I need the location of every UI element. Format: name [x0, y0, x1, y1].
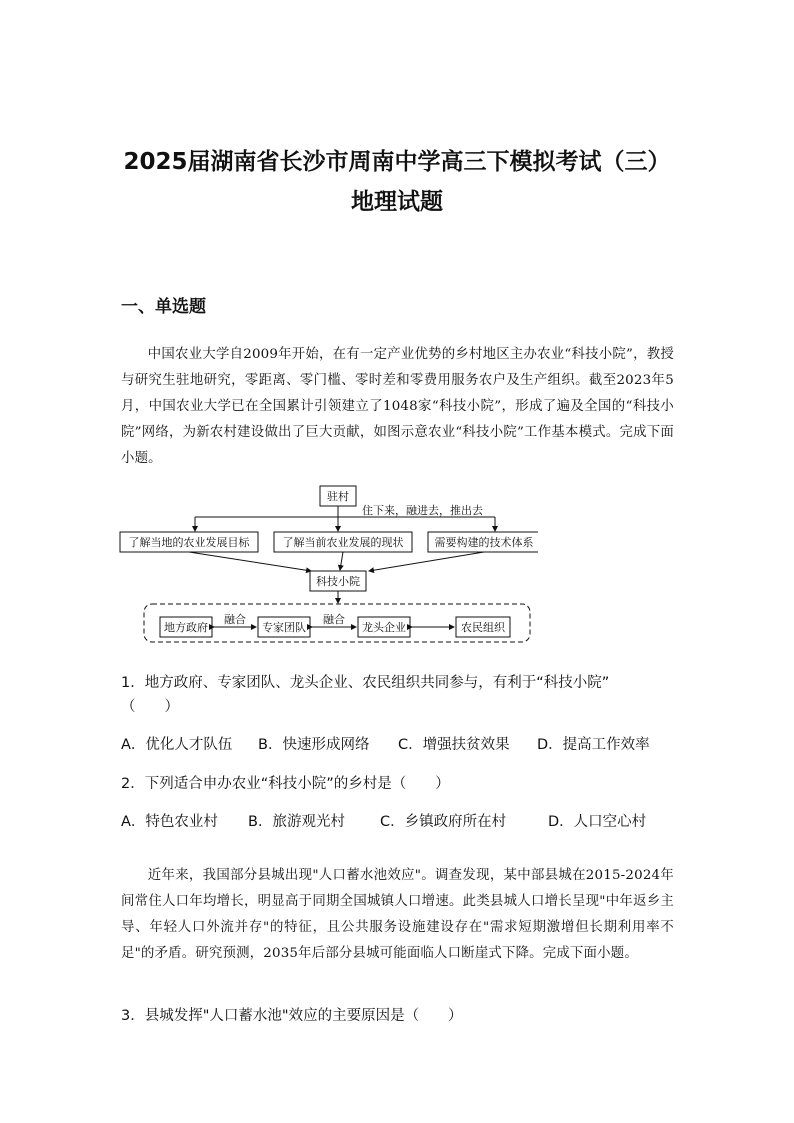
diagram-label-status: 了解当前农业发展的现状 — [282, 536, 404, 549]
diagram-label-tech: 需要构建的技术体系 — [434, 536, 534, 549]
section-heading: 一、单选题 — [121, 297, 206, 317]
question-3-stem: 3．县城发挥"人口蓄水池"效应的主要原因是（ ） — [121, 1008, 463, 1024]
diagram-label-goal: 了解当地的农业发展目标 — [128, 536, 250, 549]
diagram-label-center: 科技小院 — [316, 575, 360, 588]
passage-1: 中国农业大学自2009年开始，在有一定产业优势的乡村地区主办农业“科技小院”，教授与研究生驻地研究，零距离、零门槛、零时差和零费用服务农户及生产组织。截至2023年5月，中国农业大学已在全国累计引领建立了1048家“科技小院”，形成了遍及全国的“科技小院”网络，为新农村建设做出了巨大贡献，如图示意农业“科技小院”工作基本模式。完成下面小题。 — [121, 347, 674, 466]
diagram-label-expert: 专家团队 — [262, 621, 306, 634]
diagram-arrow — [189, 552, 311, 571]
question-1-blank: （ ） — [121, 699, 179, 715]
q1-option-b[interactable]: B．快速形成网络 — [258, 737, 370, 753]
page-subtitle: 地理试题 — [351, 189, 443, 215]
diagram-label-merge-2: 融合 — [323, 613, 345, 626]
q2-option-c[interactable]: C．乡镇政府所在村 — [380, 814, 507, 830]
q2-option-b[interactable]: B．旅游观光村 — [248, 814, 345, 830]
page-title: 2025届湖南省长沙市周南中学高三下模拟考试（三） — [123, 149, 671, 175]
q1-option-a[interactable]: A．优化人才队伍 — [121, 737, 233, 753]
diagram-label-zhucun: 驻村 — [327, 490, 349, 503]
diagram-label-merge-1: 融合 — [224, 613, 246, 626]
passage-2: 近年来，我国部分县城出现"人口蓄水池效应"。调查发现，某中部县城在2015-2024年间常住人口年均增长，明显高于同期全国城镇人口增速。此类县城人口增长呈现"中年返乡主导、年轻人口外流并存"的特征，且公共服务设施建设存在"需求短期激增但长期利用率不足"的矛盾。研究预测，2035年后部分县城可能面临人口断崖式下降。完成下面小题。 — [121, 868, 674, 961]
question-1-stem: 1．地方政府、专家团队、龙头企业、农民组织共同参与，有利于“科技小院” — [121, 675, 610, 691]
diagram-arrow — [340, 552, 343, 570]
diagram-note: 住下来，融进去，推出去 — [362, 504, 483, 517]
q2-option-d[interactable]: D．人口空心村 — [548, 814, 647, 830]
diagram-label-farmer: 农民组织 — [461, 621, 505, 634]
diagram-label-enterprise: 龙头企业 — [362, 621, 406, 634]
flow-diagram — [118, 484, 538, 646]
q1-option-c[interactable]: C．增强扶贫效果 — [398, 737, 510, 753]
question-2-stem: 2．下列适合申办农业“科技小院”的乡村是（ ） — [121, 776, 450, 792]
diagram-label-gov: 地方政府 — [164, 621, 208, 634]
diagram-arrow — [369, 552, 484, 571]
q2-option-a[interactable]: A．特色农业村 — [121, 814, 218, 830]
q1-option-d[interactable]: D．提高工作效率 — [537, 737, 650, 753]
